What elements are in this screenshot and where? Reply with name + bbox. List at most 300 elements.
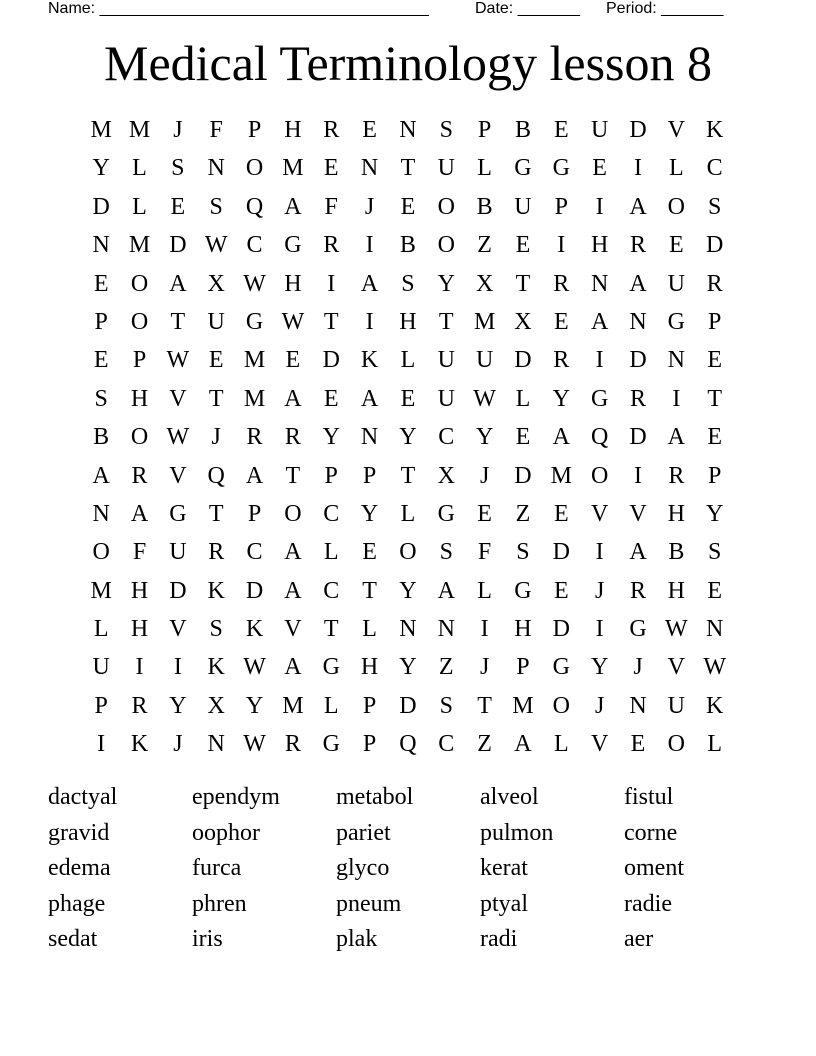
- grid-letter: N: [706, 616, 724, 643]
- grid-letter: E: [515, 232, 531, 259]
- grid-row: [82, 687, 734, 725]
- grid-letter: R: [208, 539, 225, 566]
- grid-letter: M: [128, 232, 151, 259]
- word-list-item: fistul: [624, 784, 674, 810]
- grid-letter: V: [284, 616, 302, 643]
- word-list-item: metabol: [336, 784, 414, 810]
- grid-letter: I: [365, 308, 374, 335]
- grid-letter: Y: [475, 424, 494, 451]
- grid-letter: W: [243, 731, 266, 758]
- grid-letter: O: [130, 308, 149, 335]
- grid-letter: H: [130, 616, 149, 643]
- word-list-item: corne: [624, 819, 678, 846]
- grid-letter: I: [480, 616, 489, 643]
- grid-letter: P: [94, 308, 108, 335]
- grid-letter: P: [362, 692, 377, 719]
- grid-letter: Y: [245, 692, 264, 719]
- grid-letter: L: [553, 731, 569, 758]
- grid-letter: D: [706, 232, 724, 259]
- word-list-item: phage: [48, 890, 106, 917]
- grid-letter: A: [667, 424, 685, 451]
- grid-letter: A: [284, 654, 302, 681]
- grid-letter: J: [594, 692, 605, 719]
- grid-letter: J: [479, 654, 490, 681]
- grid-letter: O: [667, 193, 685, 220]
- word-list-item: furca: [192, 855, 242, 882]
- grid-letter: I: [97, 731, 106, 758]
- grid-letter: D: [169, 577, 187, 604]
- grid-letter: Q: [207, 462, 225, 489]
- grid-letter: C: [438, 424, 455, 451]
- grid-row: [82, 725, 734, 763]
- grid-letter: N: [629, 692, 647, 719]
- grid-letter: I: [135, 654, 144, 681]
- grid-letter: L: [400, 347, 416, 374]
- word-list-item: radi: [480, 926, 518, 953]
- grid-letter: A: [92, 462, 110, 489]
- grid-letter: U: [667, 270, 685, 297]
- grid-letter: D: [629, 347, 647, 374]
- grid-letter: I: [327, 270, 336, 297]
- grid-letter: D: [552, 616, 570, 643]
- grid-letter: C: [246, 539, 263, 566]
- grid-letter: H: [130, 577, 149, 604]
- grid-letter: Y: [169, 692, 187, 719]
- grid-letter: R: [629, 385, 646, 412]
- grid-row: [82, 418, 734, 456]
- grid-letter: F: [209, 117, 223, 143]
- grid-letter: L: [132, 155, 147, 182]
- grid-letter: R: [131, 462, 148, 489]
- grid-letter: N: [437, 616, 455, 643]
- grid-letter: D: [514, 347, 532, 374]
- grid-letter: X: [207, 692, 225, 719]
- grid-letter: E: [630, 731, 646, 758]
- grid-letter: K: [245, 616, 264, 643]
- grid-letter: T: [707, 385, 722, 412]
- grid-letter: K: [360, 347, 379, 374]
- grid-letter: F: [324, 193, 338, 220]
- grid-letter: L: [93, 616, 109, 643]
- grid-letter: S: [516, 539, 530, 566]
- grid-letter: T: [208, 500, 224, 527]
- grid-letter: T: [323, 616, 339, 643]
- letter-grid: [82, 111, 734, 764]
- grid-row: [82, 380, 734, 418]
- grid-letter: S: [707, 193, 722, 220]
- grid-row: [82, 149, 734, 187]
- grid-letter: H: [514, 616, 532, 643]
- grid-letter: Y: [92, 155, 110, 182]
- grid-letter: I: [672, 385, 681, 412]
- grid-letter: D: [169, 232, 187, 259]
- word-list-item: dactyal: [48, 784, 118, 810]
- grid-letter: E: [668, 232, 684, 259]
- period-field: Period: _______: [606, 0, 724, 17]
- grid-letter: U: [207, 308, 225, 335]
- grid-letter: H: [360, 654, 379, 681]
- grid-letter: R: [706, 270, 723, 297]
- grid-letter: W: [166, 424, 190, 451]
- grid-letter: T: [208, 385, 224, 412]
- grid-letter: B: [399, 232, 416, 259]
- grid-letter: M: [282, 692, 304, 719]
- grid-letter: A: [629, 193, 647, 220]
- grid-letter: R: [629, 232, 646, 259]
- date-field: Date: _______: [475, 0, 580, 17]
- grid-letter: G: [514, 577, 532, 604]
- grid-letter: W: [243, 654, 266, 681]
- grid-letter: T: [362, 577, 377, 604]
- grid-letter: K: [706, 117, 724, 143]
- grid-row: [82, 533, 734, 571]
- grid-row: [82, 111, 734, 149]
- grid-letter: I: [595, 193, 604, 220]
- grid-letter: N: [399, 117, 417, 143]
- word-list-item: radie: [624, 890, 672, 917]
- grid-letter: A: [245, 462, 264, 489]
- grid-letter: M: [243, 347, 266, 374]
- word-list-item: kerat: [480, 855, 528, 882]
- grid-letter: L: [323, 539, 339, 566]
- grid-row: [82, 457, 734, 495]
- grid-letter: P: [516, 654, 530, 681]
- grid-letter: P: [247, 500, 262, 527]
- grid-letter: O: [284, 500, 302, 527]
- grid-row: [82, 341, 734, 379]
- grid-letter: Y: [437, 270, 455, 297]
- grid-letter: P: [362, 731, 377, 758]
- grid-letter: I: [595, 539, 604, 566]
- grid-letter: A: [552, 424, 570, 451]
- grid-letter: U: [475, 347, 494, 374]
- grid-letter: X: [475, 270, 494, 297]
- word-list-item: ependym: [192, 784, 280, 810]
- grid-row: [82, 648, 734, 686]
- grid-letter: B: [668, 539, 685, 566]
- grid-letter: G: [169, 500, 187, 527]
- grid-letter: L: [323, 692, 339, 719]
- grid-letter: E: [323, 155, 339, 182]
- grid-letter: A: [169, 270, 187, 297]
- grid-letter: W: [703, 654, 726, 681]
- word-list: [48, 780, 768, 958]
- grid-letter: A: [284, 577, 302, 604]
- grid-letter: L: [707, 731, 722, 758]
- worksheet-header: [48, 0, 748, 20]
- grid-letter: W: [665, 616, 688, 643]
- grid-letter: E: [93, 347, 109, 374]
- grid-letter: L: [362, 616, 377, 643]
- word-list-item: aer: [624, 926, 654, 953]
- grid-letter: N: [590, 270, 609, 297]
- grid-letter: U: [437, 385, 455, 412]
- grid-letter: G: [552, 654, 570, 681]
- grid-letter: M: [473, 308, 496, 335]
- grid-letter: U: [92, 654, 110, 681]
- grid-letter: H: [590, 232, 609, 259]
- grid-letter: J: [479, 462, 490, 489]
- grid-letter: O: [130, 424, 149, 451]
- grid-letter: E: [553, 500, 569, 527]
- grid-letter: I: [173, 654, 182, 681]
- grid-letter: E: [400, 385, 416, 412]
- grid-letter: Y: [590, 654, 609, 681]
- grid-letter: S: [171, 155, 185, 182]
- grid-letter: T: [285, 462, 301, 489]
- grid-letter: O: [590, 462, 609, 489]
- grid-letter: A: [130, 500, 149, 527]
- grid-letter: D: [322, 347, 340, 374]
- grid-letter: W: [204, 232, 228, 259]
- grid-letter: T: [438, 308, 454, 335]
- grid-letter: D: [399, 692, 417, 719]
- grid-letter: V: [590, 731, 609, 758]
- word-list-item: plak: [336, 926, 378, 953]
- grid-letter: J: [364, 193, 375, 220]
- grid-letter: O: [437, 232, 455, 259]
- grid-letter: R: [284, 731, 301, 758]
- grid-letter: M: [90, 117, 112, 143]
- grid-letter: R: [323, 232, 340, 259]
- grid-letter: D: [92, 193, 110, 220]
- word-list-item: edema: [48, 855, 111, 882]
- grid-letter: G: [514, 155, 532, 182]
- grid-letter: E: [170, 193, 186, 220]
- grid-letter: N: [667, 347, 685, 374]
- grid-letter: X: [207, 270, 225, 297]
- grid-letter: Z: [438, 654, 454, 681]
- grid-letter: D: [629, 424, 647, 451]
- grid-letter: H: [284, 117, 302, 143]
- grid-letter: P: [132, 347, 147, 374]
- grid-letter: L: [668, 155, 684, 182]
- grid-letter: S: [94, 385, 108, 412]
- grid-letter: O: [437, 193, 455, 220]
- name-field: Name: _____________________________________: [48, 0, 429, 17]
- grid-letter: S: [209, 616, 223, 643]
- grid-letter: M: [512, 692, 534, 719]
- grid-letter: C: [438, 731, 455, 758]
- grid-letter: I: [633, 462, 642, 489]
- grid-letter: R: [668, 462, 685, 489]
- grid-letter: D: [245, 577, 264, 604]
- grid-letter: G: [437, 500, 455, 527]
- grid-letter: H: [667, 500, 685, 527]
- grid-letter: Y: [399, 654, 417, 681]
- grid-row: [82, 495, 734, 533]
- grid-letter: L: [515, 385, 531, 412]
- grid-letter: J: [633, 654, 643, 681]
- grid-letter: K: [207, 654, 225, 681]
- grid-letter: T: [323, 308, 339, 335]
- grid-letter: P: [707, 462, 722, 489]
- grid-letter: A: [284, 193, 302, 220]
- grid-letter: V: [629, 500, 647, 527]
- grid-letter: R: [553, 347, 570, 374]
- grid-letter: E: [362, 539, 377, 566]
- grid-letter: I: [595, 347, 604, 374]
- grid-letter: Y: [399, 577, 417, 604]
- word-list-item: iris: [192, 926, 223, 953]
- grid-letter: Z: [477, 731, 492, 758]
- grid-letter: U: [514, 193, 532, 220]
- grid-letter: S: [209, 193, 223, 220]
- grid-letter: Y: [360, 500, 379, 527]
- grid-letter: D: [629, 117, 647, 143]
- grid-letter: D: [552, 539, 570, 566]
- grid-letter: T: [170, 308, 186, 335]
- grid-letter: Y: [706, 500, 724, 527]
- grid-letter: R: [553, 270, 570, 297]
- grid-letter: N: [207, 731, 225, 758]
- grid-letter: P: [362, 462, 377, 489]
- grid-letter: A: [514, 731, 532, 758]
- grid-letter: B: [476, 193, 493, 220]
- grid-letter: C: [323, 500, 340, 527]
- grid-letter: J: [173, 731, 183, 758]
- grid-letter: E: [93, 270, 109, 297]
- word-list-item: gravid: [48, 819, 110, 846]
- grid-letter: U: [169, 539, 187, 566]
- grid-letter: F: [477, 539, 492, 566]
- grid-letter: K: [207, 577, 225, 604]
- grid-letter: Z: [477, 232, 492, 259]
- grid-letter: V: [169, 462, 187, 489]
- grid-letter: V: [667, 654, 685, 681]
- grid-letter: R: [131, 692, 148, 719]
- grid-letter: Y: [552, 385, 570, 412]
- grid-letter: G: [629, 616, 647, 643]
- grid-letter: M: [243, 385, 266, 412]
- grid-letter: Q: [245, 193, 264, 220]
- grid-letter: L: [132, 193, 147, 220]
- grid-letter: F: [132, 539, 147, 566]
- grid-letter: W: [473, 385, 496, 412]
- word-list-item: ptyal: [480, 890, 528, 917]
- grid-letter: U: [437, 347, 455, 374]
- grid-letter: Y: [322, 424, 340, 451]
- grid-letter: S: [401, 270, 415, 297]
- grid-letter: S: [439, 692, 453, 719]
- grid-letter: O: [130, 270, 149, 297]
- grid-row: [82, 610, 734, 648]
- grid-letter: E: [553, 577, 569, 604]
- grid-letter: S: [707, 539, 722, 566]
- grid-letter: K: [130, 731, 149, 758]
- grid-letter: W: [281, 308, 305, 335]
- grid-letter: N: [92, 500, 110, 527]
- grid-letter: G: [552, 155, 570, 182]
- grid-letter: G: [245, 308, 264, 335]
- grid-letter: I: [633, 155, 642, 182]
- grid-letter: O: [399, 539, 417, 566]
- grid-letter: N: [207, 155, 225, 182]
- grid-letter: G: [322, 731, 340, 758]
- grid-letter: G: [284, 232, 302, 259]
- grid-letter: A: [360, 385, 379, 412]
- word-list-item: pulmon: [480, 819, 554, 846]
- grid-letter: T: [477, 692, 492, 719]
- grid-letter: G: [590, 385, 609, 412]
- grid-letter: P: [477, 117, 492, 143]
- grid-letter: E: [553, 117, 569, 143]
- grid-letter: R: [284, 424, 301, 451]
- grid-row: [82, 303, 734, 341]
- grid-letter: Y: [399, 424, 417, 451]
- grid-letter: L: [400, 500, 416, 527]
- grid-letter: B: [514, 117, 531, 143]
- grid-letter: P: [707, 308, 722, 335]
- grid-letter: V: [169, 616, 187, 643]
- grid-letter: O: [667, 731, 685, 758]
- grid-letter: V: [169, 385, 187, 412]
- grid-letter: Q: [399, 731, 417, 758]
- grid-letter: N: [360, 155, 379, 182]
- grid-letter: M: [282, 155, 304, 182]
- grid-letter: H: [130, 385, 149, 412]
- grid-letter: P: [554, 193, 568, 220]
- grid-letter: Q: [590, 424, 609, 451]
- word-list-item: pariet: [336, 819, 391, 846]
- grid-letter: C: [323, 577, 340, 604]
- grid-letter: J: [594, 577, 605, 604]
- grid-letter: U: [437, 155, 455, 182]
- grid-row: [82, 572, 734, 610]
- grid-letter: P: [94, 692, 108, 719]
- grid-letter: H: [284, 270, 302, 297]
- grid-letter: C: [246, 232, 263, 259]
- grid-letter: N: [629, 308, 647, 335]
- grid-letter: E: [285, 347, 301, 374]
- grid-letter: O: [245, 155, 264, 182]
- grid-letter: A: [284, 539, 302, 566]
- grid-letter: N: [92, 232, 110, 259]
- page-title: Medical Terminology lesson 8: [104, 35, 712, 91]
- word-list-item: oment: [624, 855, 684, 882]
- grid-letter: E: [362, 117, 377, 143]
- grid-letter: H: [667, 577, 685, 604]
- grid-letter: V: [667, 117, 685, 143]
- grid-letter: P: [324, 462, 338, 489]
- word-list-item: alveol: [480, 784, 539, 810]
- grid-letter: T: [400, 462, 416, 489]
- grid-letter: W: [243, 270, 266, 297]
- word-list-item: glyco: [336, 855, 390, 882]
- grid-letter: S: [439, 117, 453, 143]
- grid-letter: S: [439, 539, 453, 566]
- grid-letter: M: [90, 577, 112, 604]
- grid-letter: C: [706, 155, 723, 182]
- word-list-item: oophor: [192, 819, 260, 846]
- word-list-item: phren: [192, 890, 247, 917]
- grid-letter: W: [166, 347, 190, 374]
- grid-letter: M: [128, 117, 151, 143]
- grid-letter: D: [514, 462, 532, 489]
- grid-letter: A: [629, 539, 647, 566]
- grid-letter: E: [400, 193, 416, 220]
- grid-letter: N: [399, 616, 417, 643]
- grid-letter: T: [400, 155, 416, 182]
- grid-letter: X: [437, 462, 455, 489]
- grid-letter: I: [365, 232, 374, 259]
- grid-letter: J: [211, 424, 221, 451]
- grid-letter: P: [247, 117, 262, 143]
- grid-letter: R: [246, 424, 263, 451]
- grid-letter: I: [595, 616, 604, 643]
- grid-letter: H: [399, 308, 417, 335]
- grid-letter: E: [592, 155, 607, 182]
